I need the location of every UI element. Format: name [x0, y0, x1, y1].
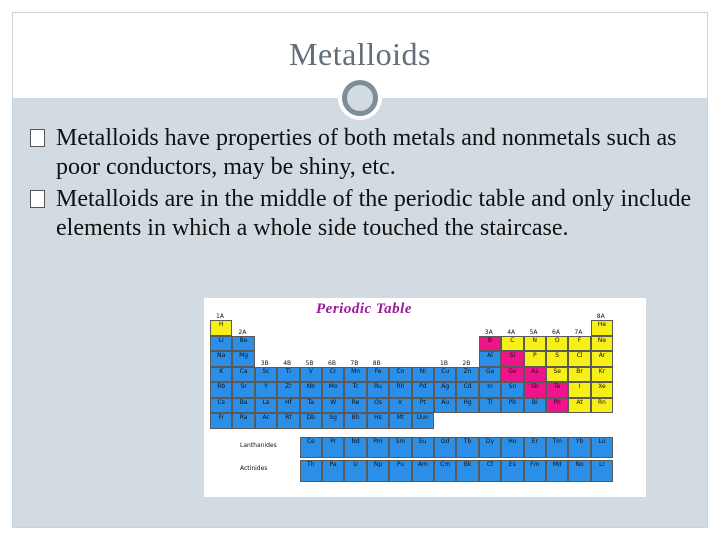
element-cell: N — [524, 336, 546, 352]
group-label: 5A — [529, 328, 538, 336]
group-label: 1B — [440, 359, 448, 367]
bullet-box-icon — [30, 129, 45, 147]
element-cell: Ir — [389, 398, 411, 414]
element-cell: La — [255, 398, 277, 414]
element-cell: Zn — [456, 367, 478, 383]
element-cell: Nd — [344, 437, 366, 459]
element-cell: Eu — [412, 437, 434, 459]
element-cell: Hs — [367, 413, 389, 429]
group-label: 8A — [596, 313, 605, 320]
element-cell: Bk — [456, 460, 478, 482]
element-cell: Mt — [389, 413, 411, 429]
bullet-text: Metalloids are in the middle of the periodic table and only include elements in which a whole side touched the staircase. — [56, 186, 692, 241]
element-cell: Te — [546, 382, 568, 398]
element-cell: Md — [546, 460, 568, 482]
element-cell: Bi — [524, 398, 546, 414]
element-cell: Ga — [479, 367, 501, 383]
element-cell: Sg — [322, 413, 344, 429]
element-cell: Si — [501, 351, 523, 367]
element-cell: In — [479, 382, 501, 398]
element-cell: Hf — [277, 398, 299, 414]
element-cell: Os — [367, 398, 389, 414]
element-cell: U — [344, 460, 366, 482]
element-cell: Tc — [344, 382, 366, 398]
element-cell: Tl — [479, 398, 501, 414]
element-cell: Cs — [210, 398, 232, 414]
element-cell: V — [300, 367, 322, 383]
element-cell: Ho — [501, 437, 523, 459]
element-cell: Be — [232, 336, 254, 352]
element-cell: Lu — [591, 437, 613, 459]
element-cell: Cm — [434, 460, 456, 482]
element-cell: Ba — [232, 398, 254, 414]
element-cell: Dy — [479, 437, 501, 459]
element-cell: Cu — [434, 367, 456, 383]
group-label: 2A — [238, 328, 247, 336]
element-cell: Zr — [277, 382, 299, 398]
element-cell: Th — [300, 460, 322, 482]
element-cell: He — [591, 320, 613, 336]
element-cell: Mn — [344, 367, 366, 383]
element-cell: Tm — [546, 437, 568, 459]
element-cell: Re — [344, 398, 366, 414]
element-cell: Li — [210, 336, 232, 352]
element-cell: K — [210, 367, 232, 383]
element-cell: Er — [524, 437, 546, 459]
element-cell: Rh — [389, 382, 411, 398]
element-cell: Es — [501, 460, 523, 482]
element-cell: Sb — [524, 382, 546, 398]
element-cell: Au — [434, 398, 456, 414]
element-cell: Mo — [322, 382, 344, 398]
element-cell: Cl — [568, 351, 590, 367]
group-label: 4B — [283, 359, 292, 367]
group-label: 6B — [328, 359, 336, 367]
element-cell: Pu — [389, 460, 411, 482]
element-cell: Pt — [412, 398, 434, 414]
element-cell: Lr — [591, 460, 613, 482]
element-cell: Gd — [434, 437, 456, 459]
group-label: 7A — [574, 328, 583, 336]
element-cell: Cd — [456, 382, 478, 398]
slide-title: Metalloids — [289, 36, 431, 72]
element-cell: I — [568, 382, 590, 398]
element-cell: Ge — [501, 367, 523, 383]
element-cell: Ag — [434, 382, 456, 398]
element-cell: Nb — [300, 382, 322, 398]
element-cell: At — [568, 398, 590, 414]
bullet-text: Metalloids have properties of both metals and nonmetals such as poor conductors, may be shiny, etc. — [56, 125, 677, 180]
element-cell: Db — [300, 413, 322, 429]
element-cell: Sm — [389, 437, 411, 459]
group-label: 1A — [216, 313, 224, 320]
group-label: 7B — [350, 359, 359, 367]
element-cell: Xe — [591, 382, 613, 398]
element-cell: Kr — [591, 367, 613, 383]
element-cell: Po — [546, 398, 568, 414]
group-label: 2B — [462, 359, 471, 367]
bullet-box-icon — [30, 190, 45, 208]
element-cell: Sr — [232, 382, 254, 398]
element-cell: Mg — [232, 351, 254, 367]
element-cell: Fe — [367, 367, 389, 383]
element-cell: O — [546, 336, 568, 352]
group-label: 3A — [484, 328, 493, 336]
element-cell: Ru — [367, 382, 389, 398]
element-cell: Ti — [277, 367, 299, 383]
bullet-list — [30, 124, 700, 246]
element-cell: Np — [367, 460, 389, 482]
element-cell: Ce — [300, 437, 322, 459]
group-label: 8B — [372, 359, 381, 367]
element-cell: Y — [255, 382, 277, 398]
element-cell: F — [568, 336, 590, 352]
element-cell: Na — [210, 351, 232, 367]
group-label: 6A — [552, 328, 560, 336]
periodic-table-title: Periodic Table — [316, 301, 413, 317]
element-cell: Rn — [591, 398, 613, 414]
element-cell: Pr — [322, 437, 344, 459]
element-cell: Bh — [344, 413, 366, 429]
group-label: 5B — [305, 359, 314, 367]
element-cell: Ca — [232, 367, 254, 383]
element-cell: Fr — [210, 413, 232, 429]
element-cell: Pa — [322, 460, 344, 482]
ring-ornament-icon — [342, 80, 378, 116]
element-cell: Co — [389, 367, 411, 383]
group-label: 3B — [260, 359, 269, 367]
element-cell: Tb — [456, 437, 478, 459]
element-cell: As — [524, 367, 546, 383]
element-cell: Se — [546, 367, 568, 383]
element-cell: Rb — [210, 382, 232, 398]
element-cell: Br — [568, 367, 590, 383]
element-cell: H — [210, 320, 232, 336]
series-label: Actinides — [240, 465, 268, 472]
element-cell: C — [501, 336, 523, 352]
element-cell: Ac — [255, 413, 277, 429]
element-cell: Ta — [300, 398, 322, 414]
element-cell: Cf — [479, 460, 501, 482]
element-cell: Sn — [501, 382, 523, 398]
periodic-table-image — [204, 298, 646, 497]
element-cell: Uun — [412, 413, 434, 429]
element-cell: Ra — [232, 413, 254, 429]
element-cell: Rf — [277, 413, 299, 429]
series-label: Lanthanides — [240, 441, 277, 449]
element-cell: Ne — [591, 336, 613, 352]
element-cell: S — [546, 351, 568, 367]
element-cell: Pb — [501, 398, 523, 414]
element-cell: Ni — [412, 367, 434, 383]
element-cell: Yb — [568, 437, 590, 459]
element-cell: Pm — [367, 437, 389, 459]
element-cell: Am — [412, 460, 434, 482]
element-cell: Cr — [322, 367, 344, 383]
element-cell: P — [524, 351, 546, 367]
element-cell: Sc — [255, 367, 277, 383]
element-cell: Fm — [524, 460, 546, 482]
element-cell: Ar — [591, 351, 613, 367]
element-cell: Hg — [456, 398, 478, 414]
bullet-item — [30, 185, 700, 243]
element-cell: Pd — [412, 382, 434, 398]
group-label: 4A — [507, 328, 516, 336]
element-cell: W — [322, 398, 344, 414]
element-cell: Al — [479, 351, 501, 367]
element-cell: No — [568, 460, 590, 482]
bullet-item — [30, 124, 700, 182]
element-cell: B — [479, 336, 501, 352]
